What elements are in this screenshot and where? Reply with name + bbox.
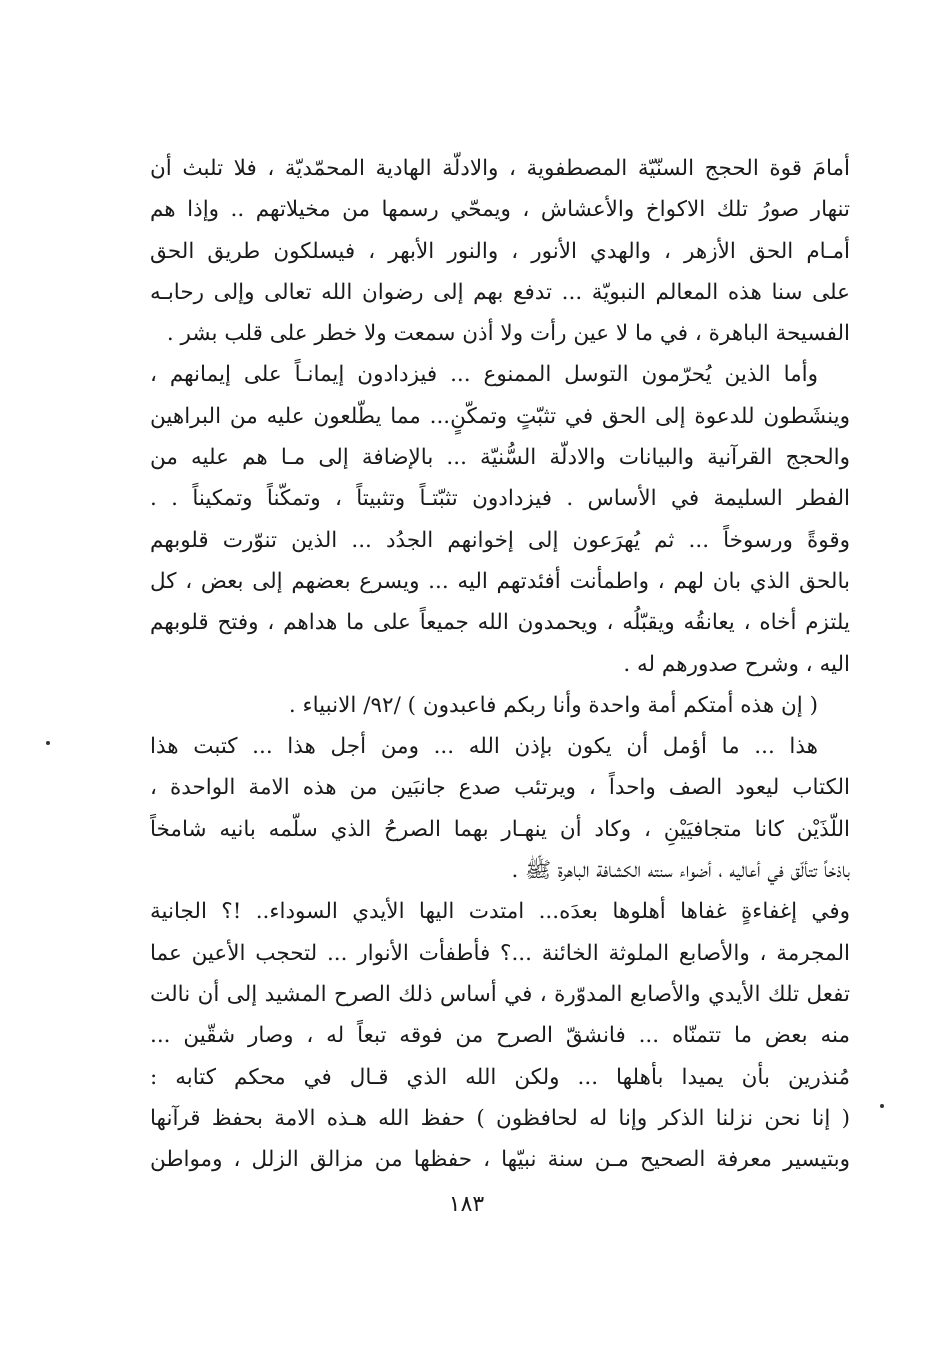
text-line: الفطر السليمة في الأساس . فيزدادون تثبّتـاً وتثبيتاً ، وتمكّناً وتمكيناً . . <box>150 486 850 512</box>
text-line: وأما الذين يُحرّمون التوسل الممنوع ... فيزدادون إيمانـاً على إيمانهم ، <box>150 362 818 388</box>
text-line: وينشَطون للدعوة إلى الحق في تثبّتٍ وتمكّنٍ... مما يطّلعون عليه من البراهين <box>150 403 850 429</box>
text-line: بالحق الذي بان لهم ، واطمأنت أفئدتهم اليه ... ويسرع بعضهم إلى بعض ، كل <box>150 568 850 594</box>
page-number: ١٨٣ <box>448 1192 485 1217</box>
text-line: تنهار صورُ تلك الاكواخ والأعشاش ، ويمحّي رسمها من مخيلاتهم .. وإذا هم <box>150 197 850 223</box>
text-line: وبتيسير معرفة الصحيح مـن سنة نبيّها ، حفظها من مزالق الزلل ، ومواطن <box>150 1147 850 1173</box>
quran-verse-line: ( إنا نحن نزلنا الذكر وإنا له لحافظون ) حفظ الله هـذه الامة بحفظ قرآنها <box>150 1105 850 1131</box>
text-line: تفعل تلك الأيدي والأصابع المدوّرة ، في أساس ذلك الصرح المشيد إلى أن نالت <box>150 981 850 1007</box>
text-line: على سنا هذه المعالم النبويّة ... تدفع بهم إلى رضوان الله تعالى وإلى رحابـه <box>150 279 850 305</box>
text-line: الفسيحة الباهرة ، في ما لا عين رأت ولا أذن سمعت ولا خطر على قلب بشر . <box>166 321 850 347</box>
text-line: اليه ، وشرح صدورهم له . <box>623 651 850 677</box>
text-line: الكتاب ليعود الصف واحداً ، ويرتئب صدع جانبَين من هذه الامة الواحدة ، <box>150 775 850 801</box>
text-line: وقوةً ورسوخاً ... ثم يُهرَعون إلى إخوانهم الجدُد ... الذين تنوّرت قلوبهم <box>150 527 850 553</box>
scan-speck <box>880 1104 884 1108</box>
scan-speck <box>46 741 50 745</box>
text-line: أمـام الحق الأزهر ، والهدي الأنور ، والنور الأبهر ، فيسلكون طريق الحق <box>150 238 850 264</box>
text-line: مُنذرين بأن يميدا بأهلها ... ولكن الله الذي قـال في محكم كتابه : <box>150 1064 850 1090</box>
text-line: يلتزم أخاه ، يعانقُه ويقبّلُه ، ويحمدون الله جميعاً على ما هداهم ، وفتح قلوبهم <box>150 610 850 636</box>
text-line: أمامَ قوة الحجج السنّيّة المصطفوية ، والادلّة الهادية المحمّديّة ، فلا تلبث أن <box>150 156 850 181</box>
quran-verse-line: ( إن هذه أمتكم أمة واحدة وأنا ربكم فاعبدون ) /٩٢/ الانبياء . <box>288 692 818 718</box>
text-line: والحجج القرآنية والبيانات والادلّة السُّنيّة ... بالإضافة إلى مـا هم عليه من <box>150 445 850 471</box>
body-text <box>150 148 850 1180</box>
text-line: اللّذَيْن كانا متجافيَيْنِ ، وكاد أن ينهـار بهما الصرحُ الذي سلّمه بانيه شامخاً <box>150 816 850 842</box>
text-line: باذخاً تتألّق في أعاليه ، أضواء سنته الكشافة الباهرة ﷺ . <box>511 858 850 884</box>
text-line: هذا ... ما أؤمل أن يكون بإذن الله ... ومن أجل هذا ... كتبت هذا <box>150 734 818 760</box>
text-line: منه بعض ما تتمنّاه ... فانشقّ الصرح من فوقه تبعاً له ، وصار شقّين ... <box>150 1023 850 1049</box>
text-line: وفي إغفاءةٍ غفاها أهلوها بعدَه... امتدت اليها الأيدي السوداء.. !؟ الجانية <box>150 899 850 925</box>
text-line: المجرمة ، والأصابع الملوثة الخائنة ...؟ فأطفأت الأنوار ... لتحجب الأعين عما <box>150 940 850 966</box>
